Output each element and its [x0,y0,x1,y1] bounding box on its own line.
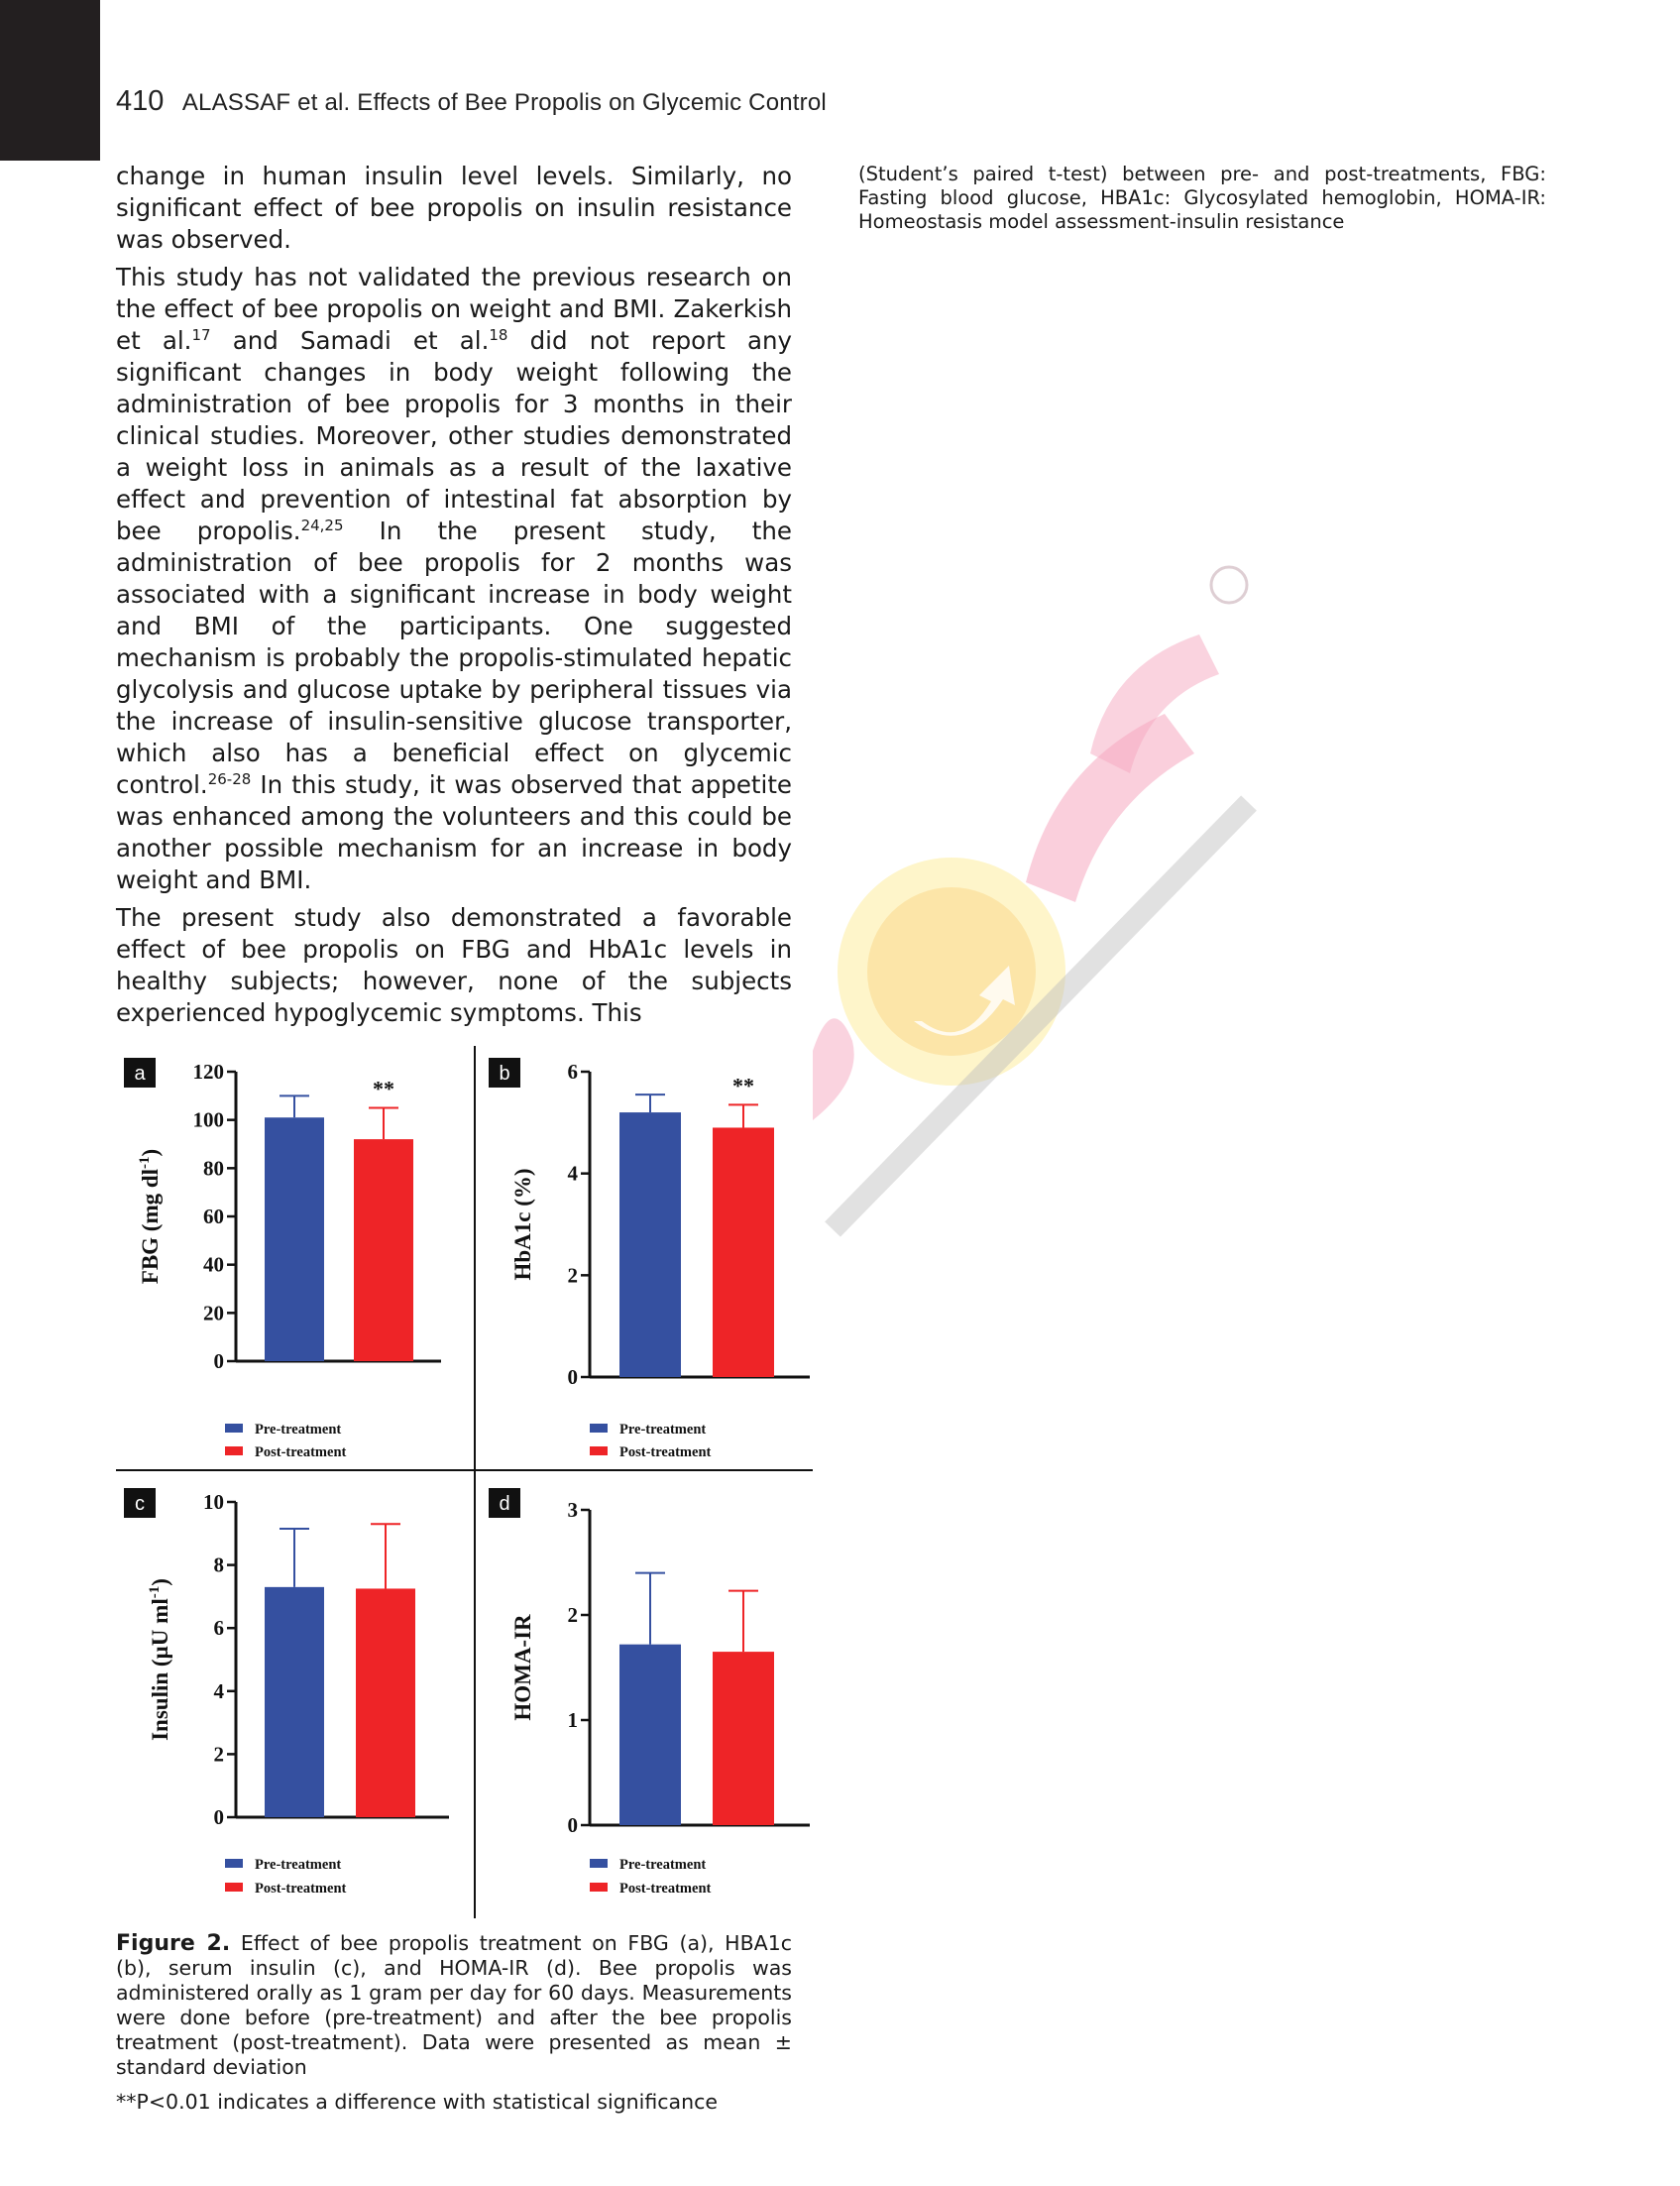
legend-swatch [590,1424,608,1433]
paragraph-3: The present study also demonstrated a favorable effect of bee propolis on FBG and HbA1c levels in healthy subjects; however, none of the subjects experienced hypoglycemic symptoms. This [116,903,792,1027]
legend-swatch [590,1446,608,1455]
y-axis-label [147,1578,172,1741]
legend-swatch [225,1424,243,1433]
significance-marker: ** [732,1073,754,1098]
caption-text: Effect of bee propolis treatment on FBG (a), HBA1c (b), serum insulin (c), and HOMA-IR (d). Bee propolis was administered orally as 1 gram per day for 60 days. Measurements were done before (pre-treatment) and after the bee propolis treatment (post-treatment). Data were presented as mean ± standard deviation [116,1931,793,2079]
panel-label: b [499,1063,510,1085]
y-tick-label: 0 [213,1349,224,1373]
paragraph-2-text-e: In this study, it was observed that appetite was enhanced among the volunteers and this could be another possible mechanism for an increase in body weight and BMI. [116,770,792,894]
y-axis-label-text: HOMA-IR [510,1614,535,1721]
significance-marker: ** [373,1076,394,1101]
legend-label: Pre-treatment [255,1422,342,1438]
y-tick-label: 6 [567,1060,578,1084]
citation-ref: 26-28 [207,769,252,788]
paragraph-2-text-c: did not report any significant changes in body weight following the administration of bee propolis for 3 months in their clinical studies. Moreover, other studies demonstrated a weight loss in animals as a result of the laxative effect and prevention of intestinal fat absorption by bee propolis. [116,326,793,545]
running-head [116,85,827,118]
y-tick-label: 8 [213,1553,224,1577]
panel-d [489,1488,810,1897]
y-tick-label: 40 [203,1252,224,1277]
paragraph-1: change in human insulin level levels. Similarly, no significant effect of bee propolis on insulin resistance was observed. [116,162,792,254]
y-tick-label: 0 [567,1813,578,1837]
y-tick-label: 20 [203,1301,224,1325]
legend-label: Post-treatment [255,1881,347,1897]
left-column [116,161,792,1035]
legend-label: Post-treatment [619,1444,712,1460]
y-tick-label: 120 [192,1060,224,1084]
y-axis-label-text: Insulin (µU ml [148,1598,172,1741]
y-tick-label: 60 [203,1205,224,1228]
y-tick-label: 6 [213,1616,224,1641]
legend-label: Pre-treatment [255,1857,342,1873]
page-number: 410 [116,85,165,117]
y-tick-label: 2 [213,1742,224,1767]
y-axis-label-end: ) [138,1148,163,1157]
legend-label: Pre-treatment [619,1857,707,1873]
corner-block [0,0,100,161]
bar-post-treatment [354,1139,413,1361]
paragraph-2-text-b: and Samadi et al. [210,326,490,355]
y-tick-label: 0 [213,1805,224,1829]
bar-pre-treatment [265,1587,324,1817]
y-tick-label: 2 [567,1603,578,1627]
panel-c [124,1488,449,1897]
watermark-logo [813,555,1427,1447]
legend-label: Post-treatment [255,1444,347,1460]
y-axis-label-text: HbA1c (%) [510,1168,535,1281]
paragraph-2-text-a: This study has not validated the previous research on the effect of bee propolis on weight and BMI. Zakerkish et al. [116,263,792,355]
y-tick-label: 4 [213,1678,224,1703]
bar-pre-treatment [265,1117,324,1361]
y-tick-label: 100 [192,1107,224,1132]
y-axis-label-end: ) [148,1578,172,1586]
panel-b [489,1058,810,1460]
bar-post-treatment [713,1652,774,1825]
paragraph-2-text-d: In the present study, the administration of bee propolis for 2 months was associated with a significant increase in body weight and BMI of the participants. One suggested mechanism is probably the propolis-stimulated hepatic glycolysis and glucose uptake by peripheral tissues via the increase of insulin-sensitive glucose transporter, which also has a beneficial effect on glycemic control. [116,517,792,799]
y-axis-label [137,1149,163,1284]
bar-pre-treatment [619,1112,681,1377]
y-axis-label-sup: -1 [147,1585,163,1599]
legend-swatch [225,1883,243,1892]
y-axis-label [510,1614,535,1721]
running-title: ALASSAF et al. Effects of Bee Propolis on Glycemic Control [181,89,827,116]
panel-label: a [134,1063,146,1085]
legend-swatch [590,1883,608,1892]
legend-swatch [225,1859,243,1868]
citation-ref: 24,25 [300,516,344,534]
y-axis-label-text: FBG (mg dl [138,1168,163,1285]
y-tick-label: 80 [203,1156,224,1181]
caption-label: Figure 2. [116,1931,231,1956]
y-tick-label: 3 [567,1498,578,1522]
y-tick-label: 1 [567,1708,578,1732]
citation-ref: 17 [191,325,211,344]
y-axis-label-sup: -1 [137,1156,153,1169]
figure-2-charts [116,1046,813,1918]
y-tick-label: 2 [567,1263,578,1288]
bar-post-treatment [713,1127,774,1377]
y-tick-label: 10 [203,1490,224,1514]
bar-pre-treatment [619,1645,681,1825]
paragraph-2 [116,262,792,896]
legend-swatch [225,1446,243,1455]
legend-label: Pre-treatment [619,1422,707,1438]
panel-a [124,1058,441,1460]
y-tick-label: 0 [567,1365,578,1389]
right-column-text: (Student’s paired t-test) between pre- and post-treatments, FBG: Fasting blood glucose, HBA1c: Glycosylated hemoglobin, HOMA-IR: Homeostasis model assessment-insulin resistance [858,163,1546,233]
panel-label: d [499,1493,510,1515]
citation-ref: 18 [489,325,508,344]
figure-2 [116,1046,813,1918]
bar-post-treatment [356,1588,415,1817]
legend-swatch [590,1859,608,1868]
y-tick-label: 4 [567,1161,578,1186]
y-axis-label [510,1168,535,1280]
panel-label: c [135,1493,145,1515]
legend-label: Post-treatment [619,1881,712,1897]
figure-footnote: **P<0.01 indicates a difference with statistical significance [116,2090,718,2114]
figure-caption [116,1931,792,2080]
